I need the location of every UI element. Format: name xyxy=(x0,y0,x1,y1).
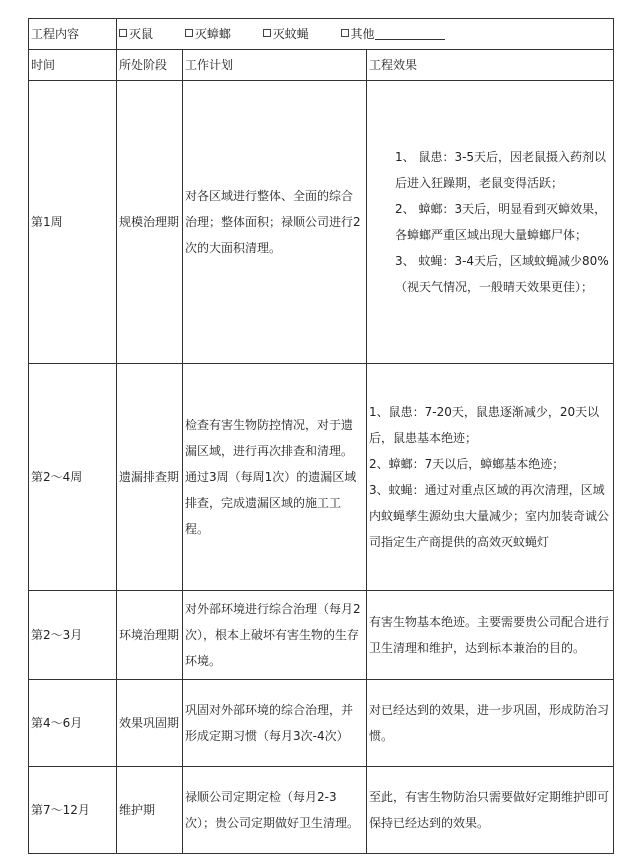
row-effect: 有害生物基本绝迹。主要需要贵公司配合进行卫生清理和维护，达到标本兼治的目的。 xyxy=(367,591,614,680)
table-row xyxy=(29,591,614,680)
row-stage: 维护期 xyxy=(117,767,183,854)
row-time: 第7～12月 xyxy=(29,767,117,854)
other-blank-line xyxy=(375,27,445,40)
content-row xyxy=(29,19,614,50)
row-effect: 对已经达到的效果，进一步巩固，形成防治习惯。 xyxy=(367,680,614,767)
effect-item: 3、 蚊蝇：3-4天后，区域蚊蝇减少80%（视天气情况，一般晴天效果更佳）； xyxy=(395,254,609,294)
effect-item: 2、蟑螂：7天以后，蟑螂基本绝迹； xyxy=(369,457,565,471)
header-plan: 工作计划 xyxy=(183,50,367,81)
row-plan: 对各区域进行整体、全面的综合治理；整体面积；禄顺公司进行2次的大面积清理。 xyxy=(183,81,367,364)
option-other[interactable]: 其他 xyxy=(341,21,445,47)
row-plan: 巩固对外部环境的综合治理，并形成定期习惯（每月3次-4次） xyxy=(183,680,367,767)
row-effect xyxy=(367,81,614,364)
column-headers xyxy=(29,50,614,81)
checkbox-icon xyxy=(185,29,193,37)
checkbox-icon xyxy=(341,29,349,37)
table-row xyxy=(29,364,614,591)
option-mosquito-fly[interactable]: 灭蚊蝇 xyxy=(263,21,309,47)
checkbox-icon xyxy=(263,29,271,37)
effect-item: 1、 鼠患：3-5天后，因老鼠摄入药剂以后进入狂躁期，老鼠变得活跃； xyxy=(395,150,607,190)
content-options xyxy=(117,19,614,50)
table-row xyxy=(29,767,614,854)
row-stage: 环境治理期 xyxy=(117,591,183,680)
effect-item: 1、鼠患：7-20天，鼠患逐渐减少，20天以后，鼠患基本绝迹； xyxy=(369,405,600,445)
content-label: 工程内容 xyxy=(29,19,117,50)
effect-item: 3、蚊蝇：通过对重点区域的再次清理，区域内蚊蝇孳生源幼虫大量减少；室内加装奇诚公司指定生产商提供的高效灭蚊蝇灯 xyxy=(369,483,610,549)
option-rat[interactable]: 灭鼠 xyxy=(119,21,153,47)
row-plan: 对外部环境进行综合治理（每月2次），根本上破坏有害生物的生存环境。 xyxy=(183,591,367,680)
row-stage: 规模治理期 xyxy=(117,81,183,364)
row-time: 第1周 xyxy=(29,81,117,364)
plan-item: 检查有害生物防控情况，对于遗漏区域，进行再次排查和清理。 xyxy=(185,418,354,458)
row-time: 第2～3月 xyxy=(29,591,117,680)
row-effect: 至此，有害生物防治只需要做好定期维护即可保持已经达到的效果。 xyxy=(367,767,614,854)
row-effect xyxy=(367,364,614,591)
table-row xyxy=(29,680,614,767)
plan-item: 通过3周（每周1次）的遗漏区域排查，完成遗漏区域的施工工程。 xyxy=(185,470,357,536)
header-effect: 工程效果 xyxy=(367,50,614,81)
effect-item: 2、 蟑螂：3天后，明显看到灭蟑效果，各蟑螂严重区域出现大量蟑螂尸体； xyxy=(395,202,607,242)
header-time: 时间 xyxy=(29,50,117,81)
pest-control-plan-table xyxy=(28,18,614,854)
checkbox-icon xyxy=(119,29,127,37)
row-plan: 禄顺公司定期定检（每月2-3次）；贵公司定期做好卫生清理。 xyxy=(183,767,367,854)
row-stage: 效果巩固期 xyxy=(117,680,183,767)
row-plan xyxy=(183,364,367,591)
row-time: 第4～6月 xyxy=(29,680,117,767)
row-stage: 遗漏排查期 xyxy=(117,364,183,591)
option-cockroach[interactable]: 灭蟑螂 xyxy=(185,21,231,47)
header-stage: 所处阶段 xyxy=(117,50,183,81)
row-time: 第2～4周 xyxy=(29,364,117,591)
table-row xyxy=(29,81,614,364)
